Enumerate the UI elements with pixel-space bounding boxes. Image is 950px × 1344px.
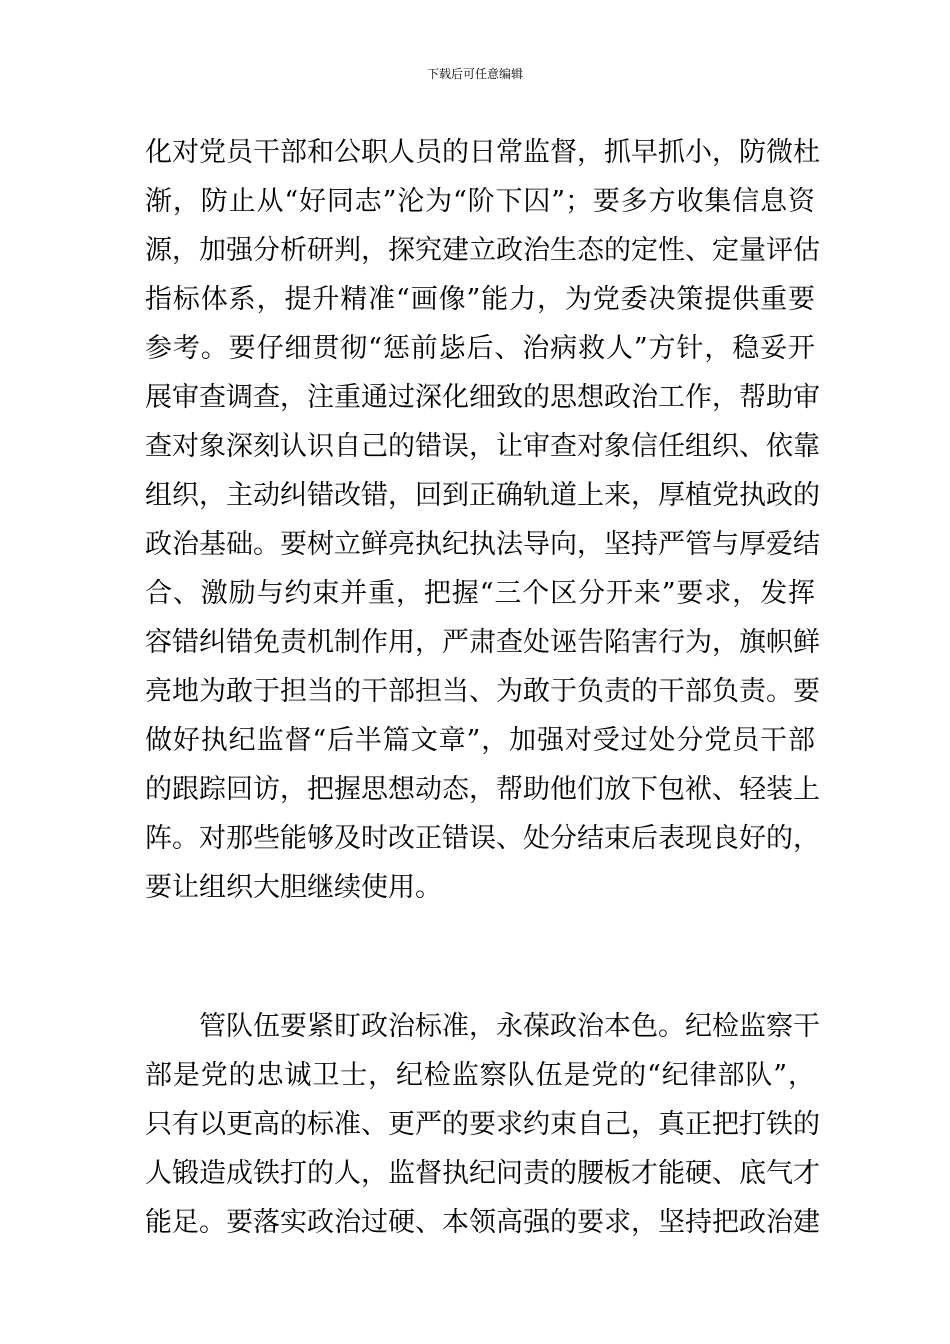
paragraph-line: 管队伍要紧盯政治标准，永葆政治本色。纪检监察干 <box>199 1011 820 1042</box>
paragraph-line: 化对党员干部和公职人员的日常监督，抓早抓小，防微杜 <box>145 137 820 168</box>
paragraph-line: 只有以更高的标准、更严的要求约束自己，真正把打铁的 <box>145 1109 820 1140</box>
paragraph-line: 容错纠错免责机制作用，严肃查处诬告陷害行为，旗帜鲜 <box>145 627 820 658</box>
document-body <box>145 128 820 1247</box>
paragraph-line: 组织，主动纠错改错，回到正确轨道上来，厚植党执政的 <box>145 480 820 511</box>
paragraph-line: 源，加强分析研判，探究建立政治生态的定性、定量评估 <box>145 235 820 266</box>
paragraph-line: 参考。要仔细贯彻“惩前毖后、治病救人”方针，稳妥开 <box>145 333 815 364</box>
paragraph-line: 指标体系，提升精准“画像”能力，为党委决策提供重要 <box>145 284 815 315</box>
paragraph-line: 合、激励与约束并重，把握“三个区分开来”要求，发挥 <box>145 578 815 609</box>
paragraph-line: 能足。要落实政治过硬、本领高强的要求，坚持把政治建 <box>145 1207 820 1238</box>
paragraph-line: 要让组织大胆继续使用。 <box>145 872 442 903</box>
paragraph-line: 亮地为敢于担当的干部担当、为敢于负责的干部负责。要 <box>145 676 820 707</box>
paragraph-line: 阵。对那些能够及时改正错误、处分结束后表现良好的， <box>145 823 820 854</box>
paragraph-line: 做好执纪监督“后半篇文章”，加强对受过处分党员干部 <box>145 725 815 756</box>
paragraph-line: 部是党的忠诚卫士，纪检监察队伍是党的“纪律部队”， <box>145 1060 815 1091</box>
paragraph-2 <box>145 1002 820 1247</box>
paragraph-line: 渐，防止从“好同志”沦为“阶下囚”；要多方收集信息资 <box>145 186 815 217</box>
page-header: 下载后可任意编辑 <box>426 67 523 81</box>
paragraph-line: 人锻造成铁打的人，监督执纪问责的腰板才能硬、底气才 <box>145 1158 820 1189</box>
paragraph-gap <box>145 912 815 1002</box>
paragraph-line: 查对象深刻认识自己的错误，让审查对象信任组织、依靠 <box>145 431 820 462</box>
paragraph-line: 政治基础。要树立鲜亮执纪执法导向，坚持严管与厚爱结 <box>145 529 820 560</box>
paragraph-1 <box>145 128 820 912</box>
paragraph-line: 的跟踪回访，把握思想动态，帮助他们放下包袱、轻装上 <box>145 774 820 805</box>
paragraph-line: 展审查调查，注重通过深化细致的思想政治工作，帮助审 <box>145 382 820 413</box>
